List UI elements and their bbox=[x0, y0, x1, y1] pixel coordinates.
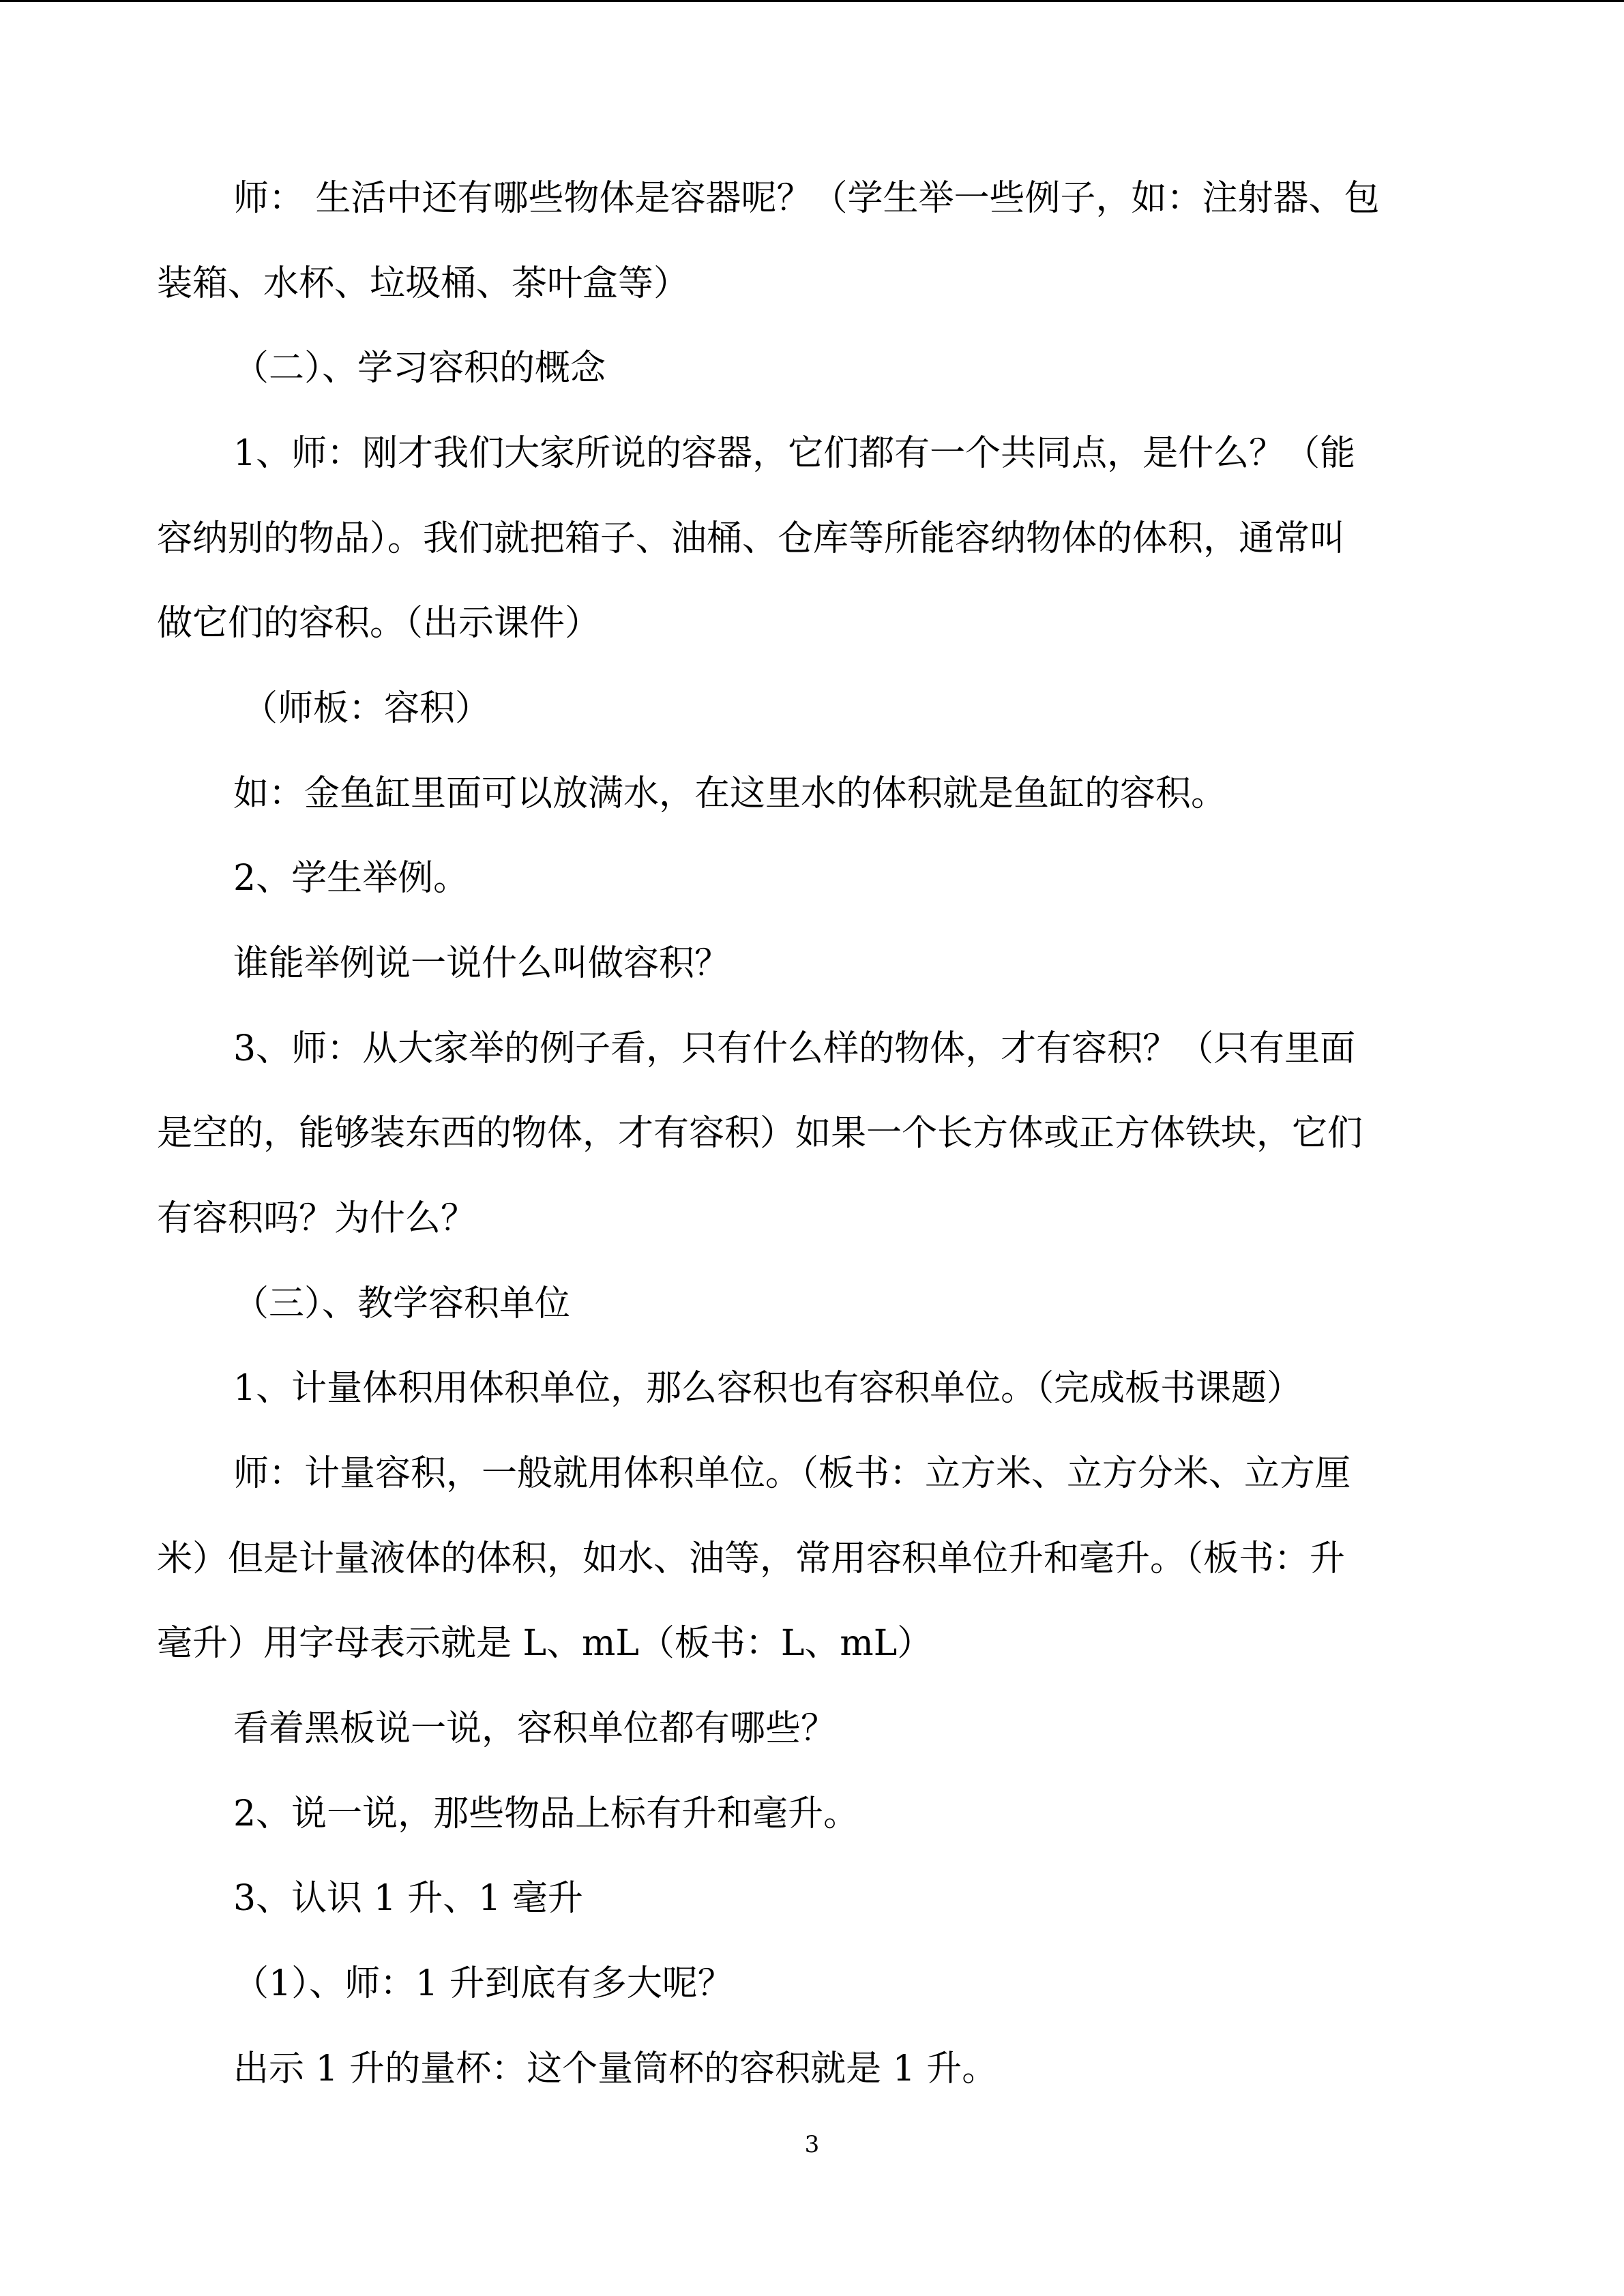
text-line: 2、说一说，那些物品上标有升和毫升。 bbox=[233, 1793, 859, 1834]
text-line: 师：计量容积，一般就用体积单位。（板书：立方米、立方分米、立方厘 bbox=[233, 1453, 1351, 1494]
text-line: 师： 生活中还有哪些物体是容器呢？（学生举一些例子，如：注射器、包 bbox=[233, 178, 1380, 219]
text-line: （师板：容积） bbox=[242, 688, 491, 729]
text-line: 米）但是计量液体的体积，如水、油等，常用容积单位升和毫升。（板书：升 bbox=[157, 1538, 1346, 1579]
text-line: 谁能举例说一说什么叫做容积？ bbox=[233, 943, 730, 984]
text-line: 有容积吗？为什么？ bbox=[157, 1198, 477, 1239]
text-line: 1、计量体积用体积单位，那么容积也有容积单位。（完成板书课题） bbox=[233, 1368, 1303, 1409]
text-line: 1、师：刚才我们大家所说的容器，它们都有一个共同点，是什么？（能 bbox=[233, 433, 1356, 474]
text-line: 做它们的容积。（出示课件） bbox=[157, 603, 601, 644]
text-line: 看着黑板说一说，容积单位都有哪些？ bbox=[233, 1708, 837, 1749]
page-number: 3 bbox=[804, 2131, 820, 2158]
section-heading: （三）、教学容积单位 bbox=[233, 1283, 571, 1324]
text-line: 如：金鱼缸里面可以放满水，在这里水的体积就是鱼缸的容积。 bbox=[233, 773, 1227, 814]
text-line: （1）、师：1 升到底有多大呢？ bbox=[233, 1963, 733, 2004]
top-border-line bbox=[0, 0, 1624, 2]
text-line: 装箱、水杯、垃圾桶、茶叶盒等） bbox=[157, 263, 690, 304]
section-heading: （二）、学习容积的概念 bbox=[233, 348, 606, 389]
text-line: 毫升）用字母表示就是 L、mL（板书：L、mL） bbox=[157, 1623, 933, 1664]
text-line: 3、师：从大家举的例子看，只有什么样的物体，才有容积？（只有里面 bbox=[233, 1028, 1356, 1069]
text-line: 3、认识 1 升、1 毫升 bbox=[233, 1878, 583, 1919]
text-line: 是空的，能够装东西的物体，才有容积）如果一个长方体或正方体铁块，它们 bbox=[157, 1113, 1363, 1154]
text-line: 2、学生举例。 bbox=[233, 858, 469, 899]
text-line: 容纳别的物品）。我们就把箱子、油桶、仓库等所能容纳物体的体积，通常叫 bbox=[157, 518, 1346, 559]
text-line: 出示 1 升的量杯：这个量筒杯的容积就是 1 升。 bbox=[233, 2048, 998, 2089]
